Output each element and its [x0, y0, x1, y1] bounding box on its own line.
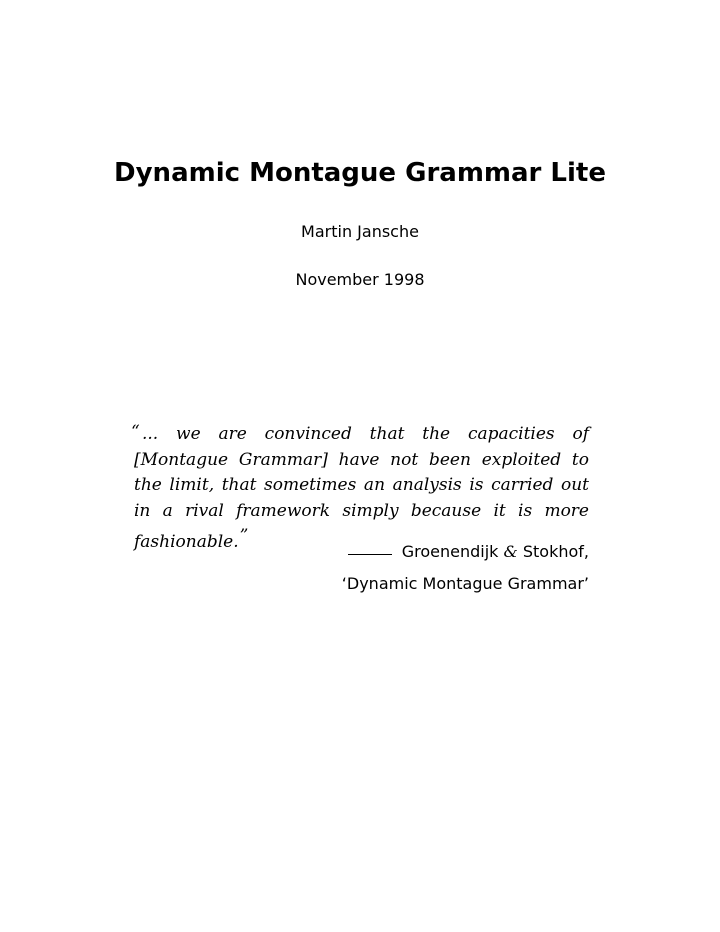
paper-title: Dynamic Montague Grammar Lite [114, 158, 606, 188]
publication-date: November 1998 [295, 270, 425, 289]
epigraph-text: ... we are convinced that the capacities of [Montague Grammar] have not been exploited to the limit, that sometimes an analysis is carried out in a rival framework simply because it is more fashionable. [134, 424, 589, 552]
attribution-author-second: Stokhof, [522, 542, 589, 561]
epigraph-close-quote: ” [239, 526, 249, 546]
attribution-authors-line [289, 536, 589, 568]
attribution-ampersand: & [503, 542, 518, 561]
author-name: Martin Jansche [301, 222, 419, 241]
epigraph-open-quote: “ [131, 422, 140, 442]
attribution-author-first: Groenendijk [401, 542, 499, 561]
attribution-dash [348, 554, 392, 555]
attribution-work: ‘Dynamic Montague Grammar’ [341, 574, 589, 593]
epigraph-attribution [289, 536, 589, 600]
